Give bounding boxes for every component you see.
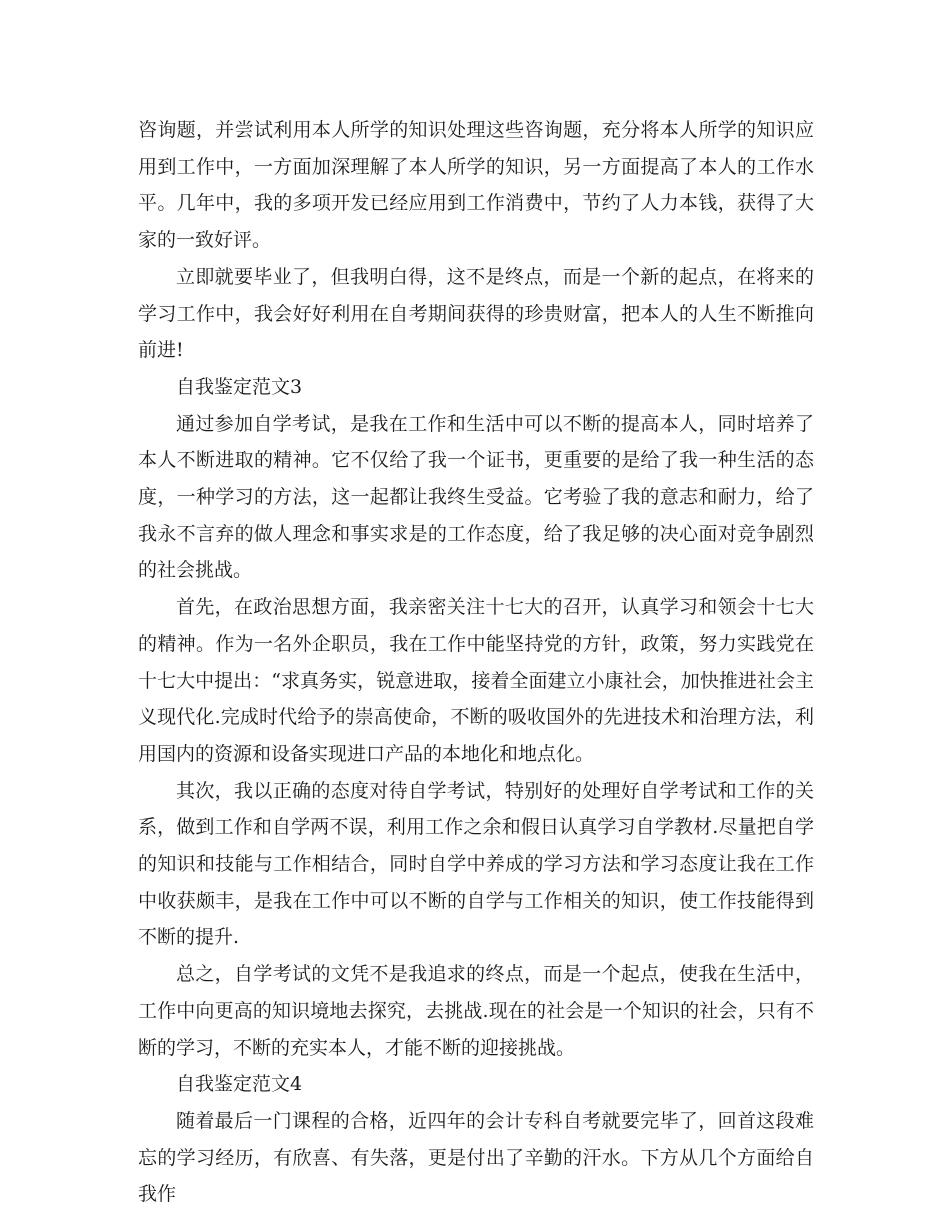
section-heading-sample-3: 自我鉴定范文3 xyxy=(176,375,303,398)
paragraph-study-attitude: 其次，我以正确的态度对待自学考试，特别好的处理好自学考试和工作的关系，做到工作和自学两不误，利用工作之余和假日认真学习自学教材.尽量把自学的知识和技能与工作相结合，同时自学中养成的学习方法和学习态度让我在工作中收获颇丰，是我在工作中可以不断的自学与工作相关的知识，使工作技能得到不断的提升. xyxy=(138,779,814,949)
paragraph-accounting-course: 随着最后一门课程的合格，近四年的会计专科自考就要完毕了，回首这段难忘的学习经历，有欣喜、有失落，更是付出了辛勤的汗水。下方从几个方面给自我作 xyxy=(138,1109,814,1206)
paragraph-political-thought: 首先，在政治思想方面，我亲密关注十七大的召开，认真学习和领会十七大的精神。作为一名外企职员，我在工作中能坚持党的方针，政策，努力实践党在十七大中提出：“求真务实，锐意进取，接着全面建立小康社会，加快推进社会主义现代化.完成时代给予的崇高使命，不断的吸收国外的先进技术和治理方法，利用国内的资源和设备实现进口产品的本地化和地点化。 xyxy=(138,596,814,765)
section-heading-sample-4: 自我鉴定范文4 xyxy=(176,1073,303,1096)
paragraph-graduation: 立即就要毕业了，但我明白得，这不是终点，而是一个新的起点，在将来的学习工作中，我会好好利用在自考期间获得的珍贵财富，把本人的人生不断推向前进! xyxy=(138,265,814,362)
document-body xyxy=(138,112,814,1213)
paragraph-conclusion: 总之，自学考试的文凭不是我追求的终点，而是一个起点，使我在生活中，工作中向更高的知识境地去探究，去挑战.现在的社会是一个知识的社会，只有不断的学习，不断的充实本人，才能不断的迎接挑战。 xyxy=(138,963,814,1059)
paragraph-continuation: 咨询题，并尝试利用本人所学的知识处理这些咨询题，充分将本人所学的知识应用到工作中，一方面加深理解了本人所学的知识，另一方面提高了本人的工作水平。几年中，我的多项开发已经应用到工作消费中，节约了人力本钱，获得了大家的一致好评。 xyxy=(138,119,814,252)
paragraph-self-study-benefits: 通过参加自学考试，是我在工作和生活中可以不断的提高本人，同时培养了本人不断进取的精神。它不仅给了我一个证书，更重要的是给了我一种生活的态度，一种学习的方法，这一起都让我终生受益。它考验了我的意志和耐力，给了我永不言弃的做人理念和事实求是的工作态度，给了我足够的决心面对竞争剧烈的社会挑战。 xyxy=(138,412,814,582)
